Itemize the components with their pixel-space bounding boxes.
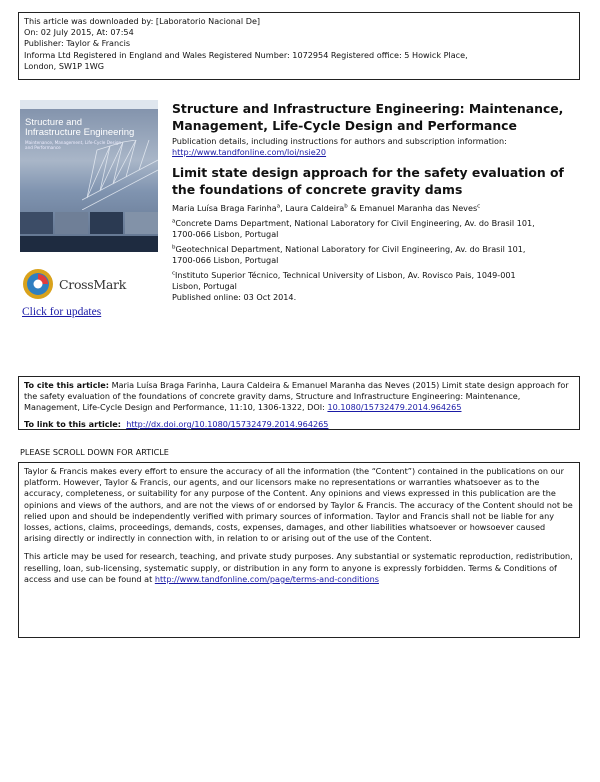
download-date: On: 02 July 2015, At: 07:54 xyxy=(24,27,134,38)
cover-top-bar xyxy=(20,100,158,109)
terms-paragraph xyxy=(24,551,574,585)
article-url-link[interactable]: http://dx.doi.org/10.1080/15732479.2014.964265 xyxy=(126,419,329,429)
affiliation-b: $^b$Geotechnical Department, National Laboratory for Civil Engineering, Av. do Brasil 101, 1700-066 Lisbon, Portugal xyxy=(172,244,526,265)
article-info xyxy=(172,100,582,303)
crossmark-badge[interactable] xyxy=(22,268,132,302)
author-name: Emanuel Maranha das Neves xyxy=(359,203,478,213)
author-list xyxy=(172,203,582,214)
crossmark-label: CrossMark xyxy=(59,277,126,292)
cover-photo xyxy=(55,212,88,234)
cover-subtitle: Maintenance, Management, Life-Cycle Design and Performance xyxy=(25,140,122,150)
terms-conditions-link[interactable]: http://www.tandfonline.com/page/terms-and-conditions xyxy=(154,573,379,584)
cover-photo xyxy=(125,212,158,234)
journal-url-link[interactable]: http://www.tandfonline.com/loi/nsie20 xyxy=(172,147,327,157)
citation-box xyxy=(18,376,580,430)
citation xyxy=(24,380,574,413)
affiliation-c: $^c$Instituto Superior Técnico, Technical University of Lisbon, Av. Rovisco Pais, 1049-001 Lisbon, Portugal xyxy=(172,270,516,291)
registration-address: London, SW1P 1WG xyxy=(24,60,104,71)
cover-photo xyxy=(90,212,123,234)
published-date: Published online: 03 Oct 2014. xyxy=(172,292,297,302)
click-for-updates-link[interactable]: Click for updates xyxy=(22,306,102,318)
disclaimer-paragraph: Taylor & Francis makes every effort to ensure the accuracy of all the information (the “Content”) contained in the publications on our platform. However, Taylor & Francis, our agents, and our licensors make no representations or warranties whatsoever as to the accuracy, completeness, or suitability for any purpose of the Content. Any opinions and views expressed in this publication are the opinions and views of the authors, and are not the views of or endorsed by Taylor & Francis. The accuracy of the Content should not be relied upon and should be independently verified with primary sources of information. Taylor and Francis shall not be liable for any losses, actions, claims, proceedings, demands, costs, expenses, damages, and other liabilities whatsoever or howsoever caused arising directly or indirectly in connection with, in relation to or arising out of the use of the Content. xyxy=(24,466,573,544)
cite-label: To cite this article: xyxy=(24,380,110,390)
cover-bottom-band xyxy=(20,236,158,252)
cite-text: Maria Luísa Braga Farinha, Laura Caldeira & Emanuel Maranha das Neves (2015) Limit state design approach for the safety evaluation of the foundations of concrete gravity dams, Structure and Infrastructure Engineering: Maintenance, Management, Life-Cycle Design and Performance, 11:10, 1306-1322, DOI: xyxy=(24,380,569,412)
scroll-notice: PLEASE SCROLL DOWN FOR ARTICLE xyxy=(20,447,169,457)
cover-photo xyxy=(20,212,53,234)
author-name: Maria Luísa Braga Farinha xyxy=(172,203,277,213)
download-info-box xyxy=(18,12,580,80)
author-affiliation-mark: a xyxy=(276,203,281,210)
publication-details-text: Publication details, including instructions for authors and subscription information: xyxy=(172,136,507,146)
cover-title: Structure and Infrastructure Engineering xyxy=(25,117,135,138)
author-separator: , xyxy=(280,203,286,213)
journal-title: Structure and Infrastructure Engineering: Maintenance, Management, Life-Cycle Design and Performance xyxy=(172,101,564,133)
author-affiliation-mark: b xyxy=(344,203,348,210)
journal-cover-image xyxy=(20,100,158,252)
article-link-line xyxy=(24,419,574,430)
author-affiliation-mark: c xyxy=(477,203,481,210)
publisher: Publisher: Taylor & Francis xyxy=(24,38,131,49)
cover-photo-strip xyxy=(20,212,158,234)
bridge-structure-graphic xyxy=(82,140,158,210)
download-line: This article was downloaded by: [Laboratorio Nacional De] xyxy=(24,16,261,26)
article-title: Limit state design approach for the safety evaluation of the foundations of concrete gravity dams xyxy=(172,165,564,197)
disclaimer-box xyxy=(18,462,580,638)
link-label: To link to this article: xyxy=(24,419,122,429)
author-name: Laura Caldeira xyxy=(285,203,345,213)
affiliation-a: $^a$Concrete Dams Department, National Laboratory for Civil Engineering, Av. do Brasil 101, 1700-066 Lisbon, Portugal xyxy=(172,218,535,239)
terms-text: This article may be used for research, teaching, and private study purposes. Any substantial or systematic reproduction, redistribution, reselling, loan, sub-licensing, systematic supply, or distribution in any form to anyone is expressly forbidden. Terms & Conditions of access and use can be found at xyxy=(24,551,573,584)
crossmark-icon xyxy=(22,268,54,300)
author-separator: & xyxy=(347,203,360,213)
doi-link[interactable]: 10.1080/15732479.2014.964265 xyxy=(327,402,462,412)
publication-details xyxy=(172,136,582,158)
registration-info: Informa Ltd Registered in England and Wales Registered Number: 1072954 Registered office: 5 Howick Place, xyxy=(24,49,468,60)
